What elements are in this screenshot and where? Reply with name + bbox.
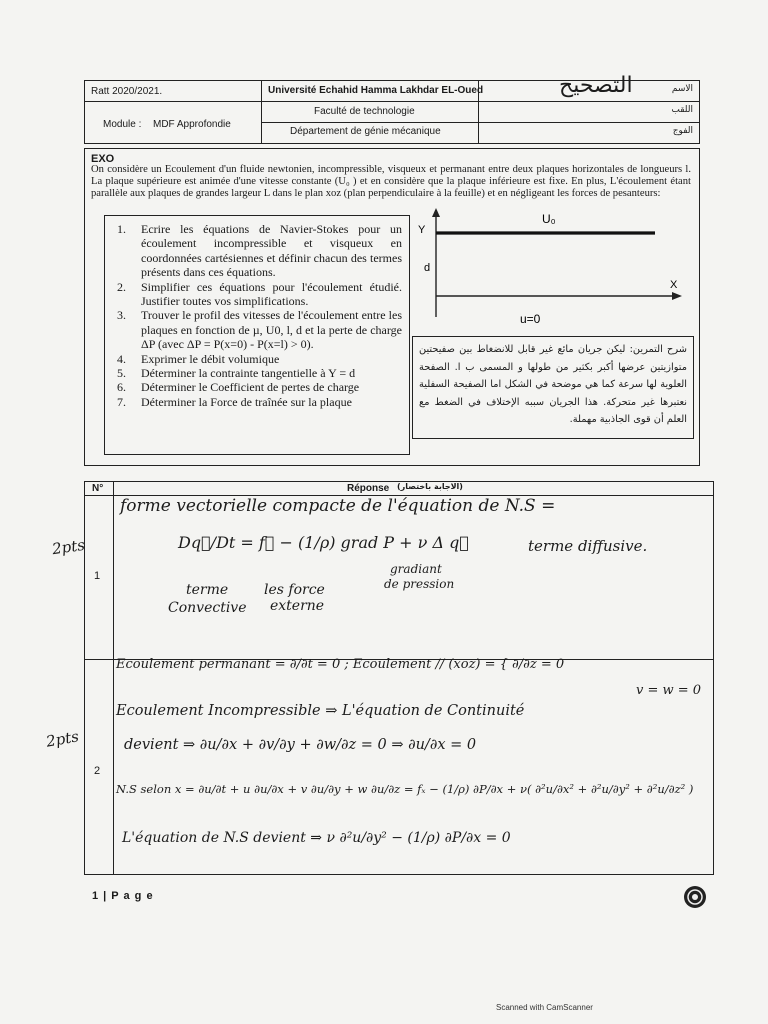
questions-box — [104, 215, 410, 455]
arabic-explanation: شرح التمرين: ليكن جريان مائع غير قابل للانضغاط بين صفيحتين متوازيتين عرضها أكبر بكثير من طولها و المسمى ب l. الصفحة العلوية لها سرعة كما هي موضحة في الشكل اما الصفيحة السفلية نعتبرها غير متحركة. هذا الجريان سببه الإختلاف في الضغط مع العلم أن قوى الجاذبية مهملة. — [419, 344, 687, 425]
question-item — [117, 280, 402, 309]
question-text: Déterminer la Force de traînée sur la plaque — [141, 394, 352, 409]
header-left-cell — [85, 81, 262, 143]
question-item — [117, 395, 402, 409]
lower-velocity-label: u=0 — [520, 312, 541, 326]
question-number: 6. — [117, 380, 126, 395]
exercise-title: EXO — [91, 153, 115, 165]
answer-1-equation: Dq⃗/Dt = f⃗ − (1/ρ) grad P + ν Δ q⃗ — [178, 533, 469, 552]
answer-1-pressure: de pression — [384, 577, 455, 591]
answer-1-diffusive-term: terme diffusive. — [528, 537, 648, 555]
question-number: 5. — [117, 366, 126, 381]
column-number-header: N° — [92, 483, 104, 494]
header-right-cell — [479, 73, 699, 143]
question-number: 7. — [117, 394, 126, 409]
question-number: 3. — [117, 308, 126, 323]
module-name: MDF Approfondie — [153, 119, 231, 130]
row-2-points: 2pts — [44, 727, 81, 751]
question-number: 1. — [117, 222, 126, 236]
column-response-header-ar: (الاجابة باختصار) — [397, 482, 463, 491]
x-axis-arrow-icon — [672, 292, 682, 300]
handwritten-name: التصحيح — [559, 73, 633, 98]
question-text: Déterminer le Coefficient de pertes de charge — [141, 380, 360, 395]
upper-velocity-label: U₀ — [542, 212, 556, 226]
row-number-2: 2 — [94, 765, 101, 777]
answer-2-line-1b: v = w = 0 — [636, 683, 702, 698]
question-number: 4. — [117, 351, 126, 366]
department-name: Département de génie mécanique — [290, 126, 441, 137]
y-axis-arrow-icon — [432, 208, 440, 217]
question-item — [117, 380, 402, 394]
arabic-explanation-box — [412, 336, 694, 439]
answer-2-line-4: N.S selon x = ∂u/∂t + u ∂u/∂x + v ∂u/∂y + w ∂u/∂z = fₓ − (1/ρ) ∂P/∂x + ν( ∂²u/∂x² + ∂²u/∂y² + ∂²u/∂z² ) — [116, 782, 694, 796]
answer-1-term: terme — [186, 582, 229, 598]
row-number-1: 1 — [94, 570, 101, 582]
answer-1-line-1: forme vectorielle compacte de l'équation de N.S = — [120, 496, 556, 516]
question-item — [117, 222, 402, 280]
answer-2-line-5: L'équation de N.S devient ⇒ ν ∂²u/∂y² − (1/ρ) ∂P/∂x = 0 — [122, 830, 511, 846]
gap-label: d — [424, 262, 431, 274]
answer-2-line-2: Ecoulement Incompressible ⇒ L'équation de Continuité — [116, 703, 525, 719]
field-group-label: الفوج — [672, 126, 693, 136]
answer-1-force: les force — [264, 582, 325, 598]
faculty-name: Faculté de technologie — [314, 106, 415, 117]
field-surname-label: اللقب — [671, 105, 693, 115]
question-item — [117, 352, 402, 366]
camscanner-logo-icon — [682, 884, 708, 910]
page-footer: 1 | P a g e — [92, 890, 154, 902]
question-number: 2. — [117, 279, 126, 294]
question-text: Déterminer la contrainte tangentielle à Y = d — [141, 366, 356, 381]
question-item — [117, 308, 402, 351]
question-list — [117, 222, 402, 409]
exam-year: Ratt 2020/2021. — [91, 86, 163, 97]
field-name-label: الاسم — [671, 84, 693, 94]
exercise-intro: On considère un Ecoulement d'un fluide newtonien, incompressible, visqueux et permanant entre deux plaques horizontales de longueurs l. La plaque supérieure est animée d'une vitesse constante (U₀ ) et en considère que la plaque inférieure est fixe. En plus, L'écoulement étant parallèle aux plaques de grandes largeur L dans le plan xoz (plan perpendiculaire à la feuille) et en négligeant les forces de pesanteurs: — [91, 164, 691, 199]
answer-2-line-1: Ecoulement permanant = ∂/∂t = 0 ; Ecoulement // (xoz) = { ∂/∂z = 0 — [116, 657, 565, 672]
flow-figure — [410, 205, 695, 330]
module-label: Module : — [103, 119, 142, 130]
row-1-points: 2pts — [50, 535, 86, 559]
question-item — [117, 366, 402, 380]
question-text: Simplifier ces équations pour l'écoulement étudié. Justifier toutes vos simplifications. — [141, 279, 402, 309]
question-text: Trouver le profil des vitesses de l'écoulement entre les plaques en fonction de µ, U0, l, d et la perte de charge ΔP (avec ΔP = P(x=0) - P(x=l) > 0). — [141, 308, 402, 352]
university-name: Université Echahid Hamma Lakhdar EL-Oued — [268, 85, 484, 96]
header-center-cell — [262, 81, 484, 143]
x-axis-label: X — [670, 279, 678, 291]
question-text: Exprimer le débit volumique — [141, 351, 280, 366]
answer-1-convective: Convective — [168, 600, 247, 616]
question-text: Ecrire les équations de Navier-Stokes pour un écoulement incompressible et visqueux en coordonnées cartésiennes et définir chacun des termes présents dans ces équations. — [141, 222, 402, 280]
answer-1-external: externe — [270, 598, 325, 614]
answer-1-gradient: gradiant — [390, 562, 442, 576]
scanner-credit: Scanned with CamScanner — [496, 1003, 593, 1012]
y-axis-label: Y — [418, 224, 426, 236]
column-response-header: Réponse — [347, 483, 390, 494]
header-table — [84, 73, 700, 144]
answer-2-line-3: devient ⇒ ∂u/∂x + ∂v/∂y + ∂w/∂z = 0 ⇒ ∂u/∂x = 0 — [124, 737, 477, 753]
